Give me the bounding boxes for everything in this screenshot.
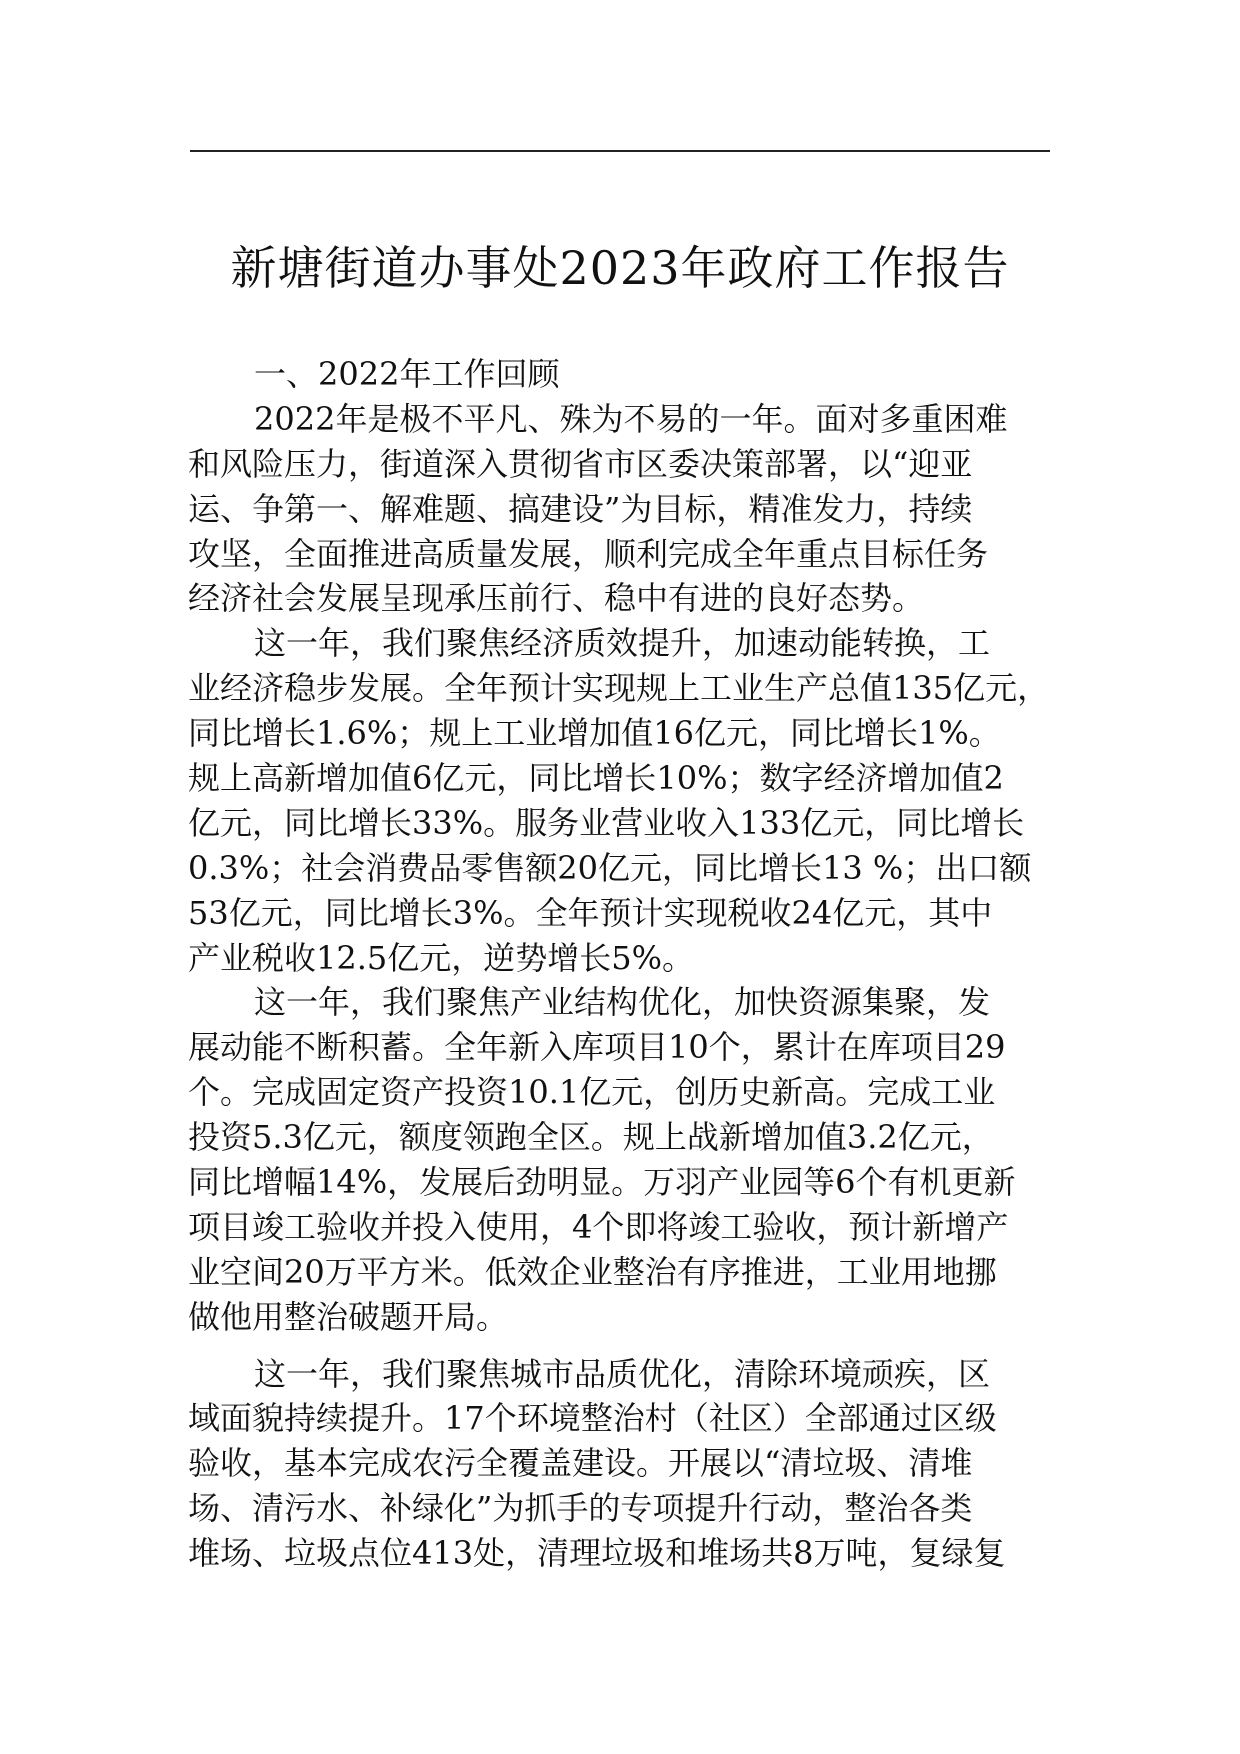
paragraph-line: 业空间20万平方米。低效企业整治有序推进，工业用地挪 xyxy=(188,1252,997,1291)
paragraph-line: 场、清污水、补绿化”为抓手的专项提升行动，整治各类 xyxy=(188,1489,973,1528)
paragraph xyxy=(188,397,1068,621)
paragraph-line: 验收，基本完成农污全覆盖建设。开展以“清垃圾、清堆 xyxy=(188,1444,973,1483)
paragraph-line: 亿元，同比增长33%。服务业营业收入133亿元，同比增长 xyxy=(188,803,1025,842)
paragraph-line: 规上高新增加值6亿元，同比增长10%；数字经济增加值2 xyxy=(188,759,1004,798)
paragraph-line: 这一年，我们聚焦产业结构优化，加快资源集聚，发 xyxy=(254,983,991,1022)
paragraph-line: 业经济稳步发展。全年预计实现规上工业生产总值135亿元， xyxy=(188,669,1050,708)
paragraph xyxy=(188,621,1068,980)
paragraph-line: 攻坚，全面推进高质量发展，顺利完成全年重点目标任务 xyxy=(188,534,989,573)
paragraph-line: 经济社会发展呈现承压前行、稳中有进的良好态势。 xyxy=(188,579,925,618)
document-title: 新塘街道办事处2023年政府工作报告 xyxy=(230,241,1010,295)
paragraph-line: 0.3%；社会消费品零售额20亿元，同比增长13 %；出口额 xyxy=(188,848,1032,887)
paragraph-line: 个。完成固定资产投资10.1亿元，创历史新高。完成工业 xyxy=(188,1073,996,1112)
paragraph-line: 展动能不断积蓄。全年新入库项目10个，累计在库项目29 xyxy=(188,1028,1006,1067)
paragraph-line: 堆场、垃圾点位413处，清理垃圾和堆场共8万吨，复绿复 xyxy=(188,1534,1006,1573)
paragraph-line: 和风险压力，街道深入贯彻省市区委决策部署，以“迎亚 xyxy=(188,444,973,483)
section-heading: 一、2022年工作回顾 xyxy=(254,355,560,393)
header-rule xyxy=(190,150,1050,152)
paragraph-line: 产业税收12.5亿元，逆势增长5%。 xyxy=(188,938,695,977)
paragraph-line: 2022年是极不平凡、殊为不易的一年。面对多重困难 xyxy=(254,399,1008,438)
paragraph-line: 53亿元，同比增长3%。全年预计实现税收24亿元，其中 xyxy=(188,893,993,932)
document-body xyxy=(188,352,1068,1576)
paragraph-line: 投资5.3亿元，额度领跑全区。规上战新增加值3.2亿元， xyxy=(188,1118,994,1157)
paragraph-line: 运、争第一、解难题、搞建设”为目标，精准发力，持续 xyxy=(188,489,973,528)
paragraph-line: 域面貌持续提升。17个环境整治村（社区）全部通过区级 xyxy=(188,1399,997,1438)
paragraph-line: 这一年，我们聚焦城市品质优化，清除环境顽疾，区 xyxy=(254,1354,991,1393)
paragraph xyxy=(188,1352,1068,1576)
paragraph-line: 同比增幅14%，发展后劲明显。万羽产业园等6个有机更新 xyxy=(188,1163,1016,1202)
paragraph-line: 项目竣工验收并投入使用，4个即将竣工验收，预计新增产 xyxy=(188,1207,1009,1246)
paragraph-line: 做他用整治破题开局。 xyxy=(188,1297,509,1336)
paragraph-spacing xyxy=(188,1340,1068,1352)
paragraph xyxy=(188,980,1068,1339)
paragraph-line: 这一年，我们聚焦经济质效提升，加速动能转换，工 xyxy=(254,624,991,663)
paragraph-line: 同比增长1.6%；规上工业增加值16亿元，同比增长1%。 xyxy=(188,714,1001,753)
